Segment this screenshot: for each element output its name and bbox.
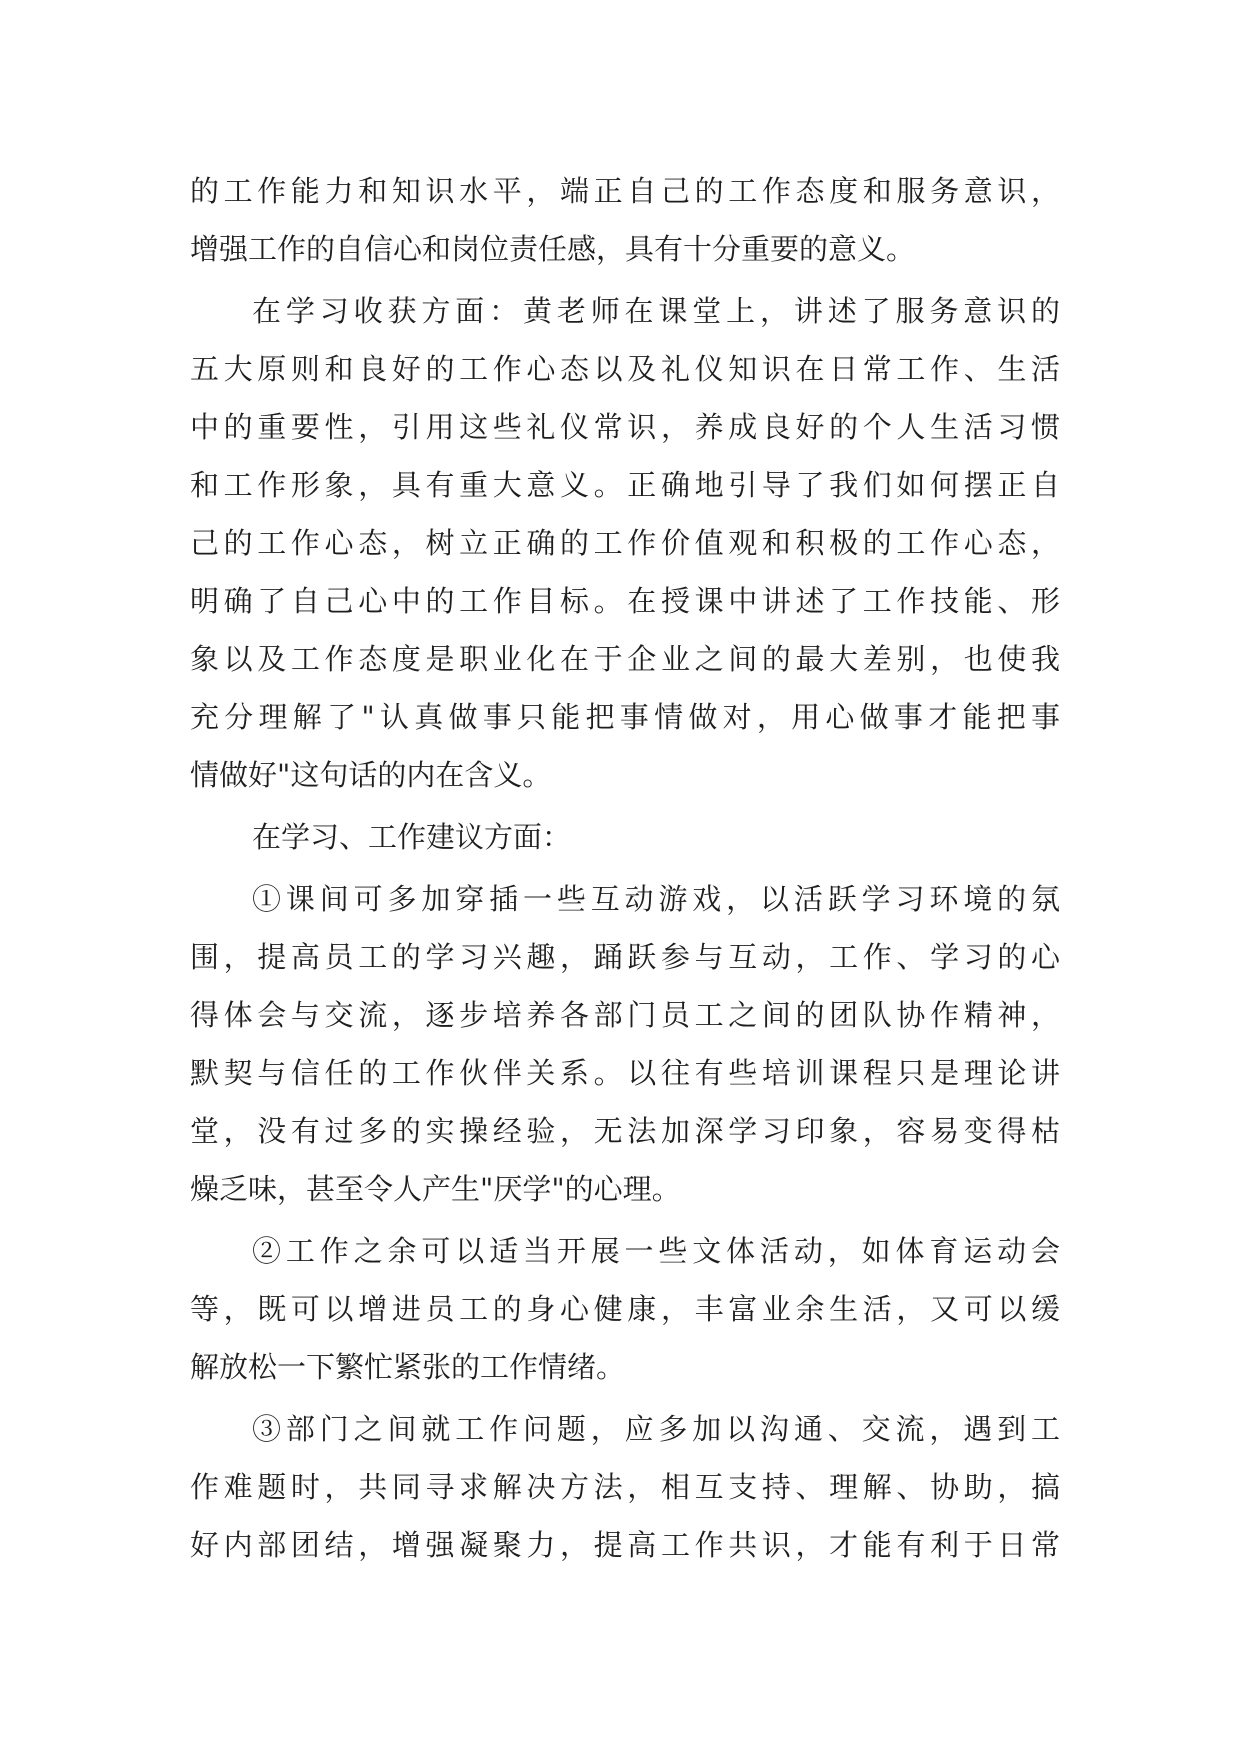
text-line: ①课间可多加穿插一些互动游戏，以活跃学习环境的氛 (252, 882, 1060, 916)
text-line: 和工作形象，具有重大意义。正确地引导了我们如何摆正自 (190, 468, 1060, 502)
text-line: ②工作之余可以适当开展一些文体活动，如体育运动会 (252, 1234, 1060, 1268)
text-line: 好内部团结，增强凝聚力，提高工作共识，才能有利于日常 (190, 1528, 1060, 1562)
text-line: 情做好"这句话的内在含义。 (190, 758, 552, 792)
text-line: 的工作能力和知识水平，端正自己的工作态度和服务意识， (190, 174, 1060, 208)
text-line: 中的重要性，引用这些礼仪常识，养成良好的个人生活习惯 (190, 410, 1060, 444)
text-line: 增强工作的自信心和岗位责任感，具有十分重要的意义。 (190, 232, 916, 266)
text-line: 五大原则和良好的工作心态以及礼仪知识在日常工作、生活 (190, 352, 1060, 386)
text-line: 解放松一下繁忙紧张的工作情绪。 (190, 1350, 626, 1384)
text-line: 堂，没有过多的实操经验，无法加深学习印象，容易变得枯 (190, 1114, 1060, 1148)
paragraph-continuation (190, 162, 1060, 278)
text-line: 象以及工作态度是职业化在于企业之间的最大差别，也使我 (190, 642, 1060, 676)
text-line: 燥乏味，甚至令人产生"厌学"的心理。 (190, 1172, 681, 1206)
document-body (190, 162, 1060, 1578)
text-line: ③部门之间就工作问题，应多加以沟通、交流，遇到工 (252, 1412, 1060, 1446)
text-line: 等，既可以增进员工的身心健康，丰富业余生活，又可以缓 (190, 1292, 1060, 1326)
paragraph-suggestion-3 (190, 1400, 1060, 1574)
text-line: 在学习收获方面：黄老师在课堂上，讲述了服务意识的 (252, 294, 1060, 328)
text-line: 己的工作心态，树立正确的工作价值观和积极的工作心态， (190, 526, 1060, 560)
paragraph-suggestion-2 (190, 1222, 1060, 1396)
paragraph-suggestion-1 (190, 870, 1060, 1218)
text-line: 充分理解了"认真做事只能把事情做对，用心做事才能把事 (190, 700, 1060, 734)
text-line: 明确了自己心中的工作目标。在授课中讲述了工作技能、形 (190, 584, 1060, 618)
text-line: 作难题时，共同寻求解决方法，相互支持、理解、协助，搞 (190, 1470, 1060, 1504)
paragraph-suggestions-heading (190, 808, 1060, 866)
text-line: 围，提高员工的学习兴趣，踊跃参与互动，工作、学习的心 (190, 940, 1060, 974)
text-line: 默契与信任的工作伙伴关系。以往有些培训课程只是理论讲 (190, 1056, 1060, 1090)
text-line: 在学习、工作建议方面： (252, 820, 572, 854)
paragraph-learning-gains (190, 282, 1060, 804)
text-line: 得体会与交流，逐步培养各部门员工之间的团队协作精神， (190, 998, 1060, 1032)
